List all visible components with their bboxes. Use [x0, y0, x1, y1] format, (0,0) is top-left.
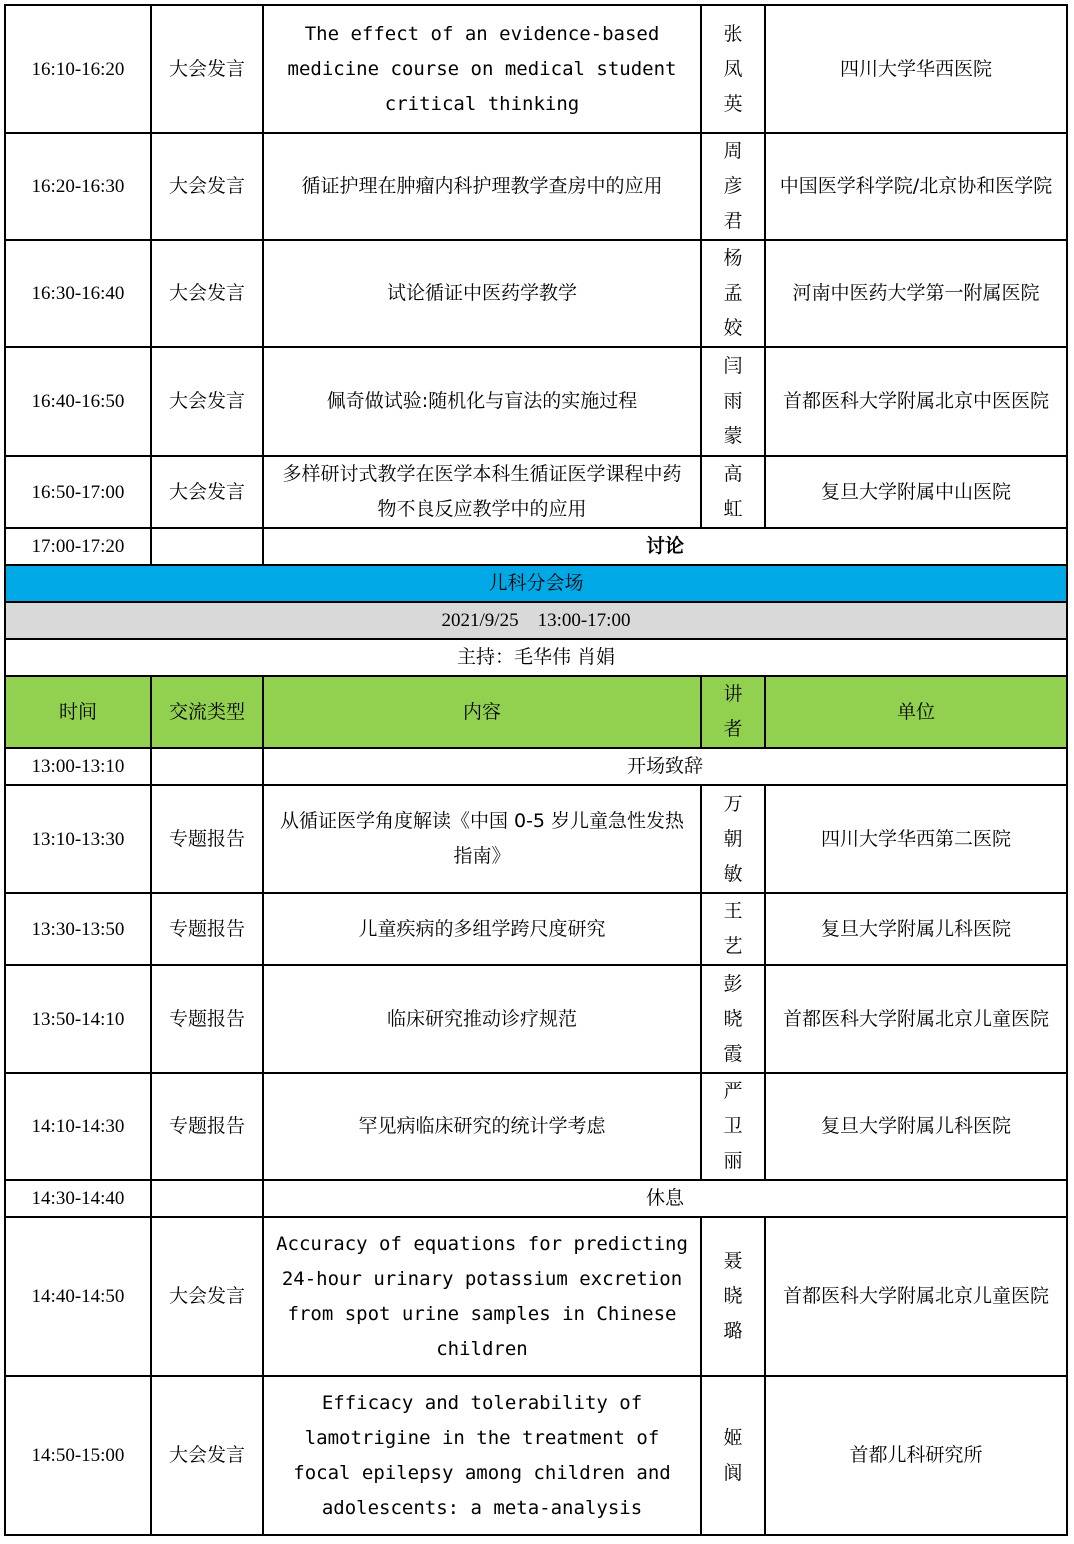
empty-cell	[151, 528, 263, 565]
discussion-row	[5, 528, 1067, 565]
speaker-cell: 闫 雨 蒙	[701, 347, 765, 456]
type-cell: 专题报告	[151, 965, 263, 1073]
time-cell: 16:50-17:00	[5, 456, 151, 528]
content-cell: The effect of an evidence-based medicine course on medical student critical thinking	[263, 5, 701, 133]
session-title-row	[5, 565, 1067, 602]
table-row	[5, 1073, 1067, 1180]
speaker-cell: 杨 孟 姣	[701, 240, 765, 347]
content-cell: 罕见病临床研究的统计学考虑	[263, 1073, 701, 1180]
unit-cell: 首都医科大学附属北京儿童医院	[765, 965, 1067, 1073]
table-row	[5, 240, 1067, 347]
header-content: 内容	[263, 676, 701, 748]
table-row	[5, 133, 1067, 240]
speaker-cell: 周 彦 君	[701, 133, 765, 240]
time-cell: 13:10-13:30	[5, 785, 151, 893]
table-row	[5, 965, 1067, 1073]
time-cell: 16:20-16:30	[5, 133, 151, 240]
speaker-cell: 王 艺	[701, 893, 765, 965]
type-cell: 专题报告	[151, 785, 263, 893]
content-cell: 临床研究推动诊疗规范	[263, 965, 701, 1073]
content-cell: Accuracy of equations for predicting 24-hour urinary potassium excretion from spot urine samples in Chinese children	[263, 1217, 701, 1376]
session-hosts: 主持：毛华伟 肖娟	[5, 639, 1067, 676]
time-cell: 13:00-13:10	[5, 748, 151, 785]
speaker-cell: 彭 晓 霞	[701, 965, 765, 1073]
header-unit: 单位	[765, 676, 1067, 748]
content-cell: 循证护理在肿瘤内科护理教学查房中的应用	[263, 133, 701, 240]
type-cell: 大会发言	[151, 133, 263, 240]
unit-cell: 复旦大学附属儿科医院	[765, 1073, 1067, 1180]
speaker-cell: 高 虹	[701, 456, 765, 528]
content-cell: 多样研讨式教学在医学本科生循证医学课程中药物不良反应教学中的应用	[263, 456, 701, 528]
table-row	[5, 893, 1067, 965]
content-cell: 试论循证中医药学教学	[263, 240, 701, 347]
speaker-cell: 聂 晓 璐	[701, 1217, 765, 1376]
unit-cell: 四川大学华西医院	[765, 5, 1067, 133]
header-type: 交流类型	[151, 676, 263, 748]
break-row	[5, 1180, 1067, 1217]
time-cell: 16:10-16:20	[5, 5, 151, 133]
table-row	[5, 456, 1067, 528]
type-cell: 专题报告	[151, 1073, 263, 1180]
table-row	[5, 5, 1067, 133]
table-row	[5, 1376, 1067, 1535]
header-row	[5, 676, 1067, 748]
type-cell: 专题报告	[151, 893, 263, 965]
unit-cell: 首都儿科研究所	[765, 1376, 1067, 1535]
time-cell: 13:30-13:50	[5, 893, 151, 965]
content-cell: 儿童疾病的多组学跨尺度研究	[263, 893, 701, 965]
speaker-cell: 姬 阆	[701, 1376, 765, 1535]
type-cell: 大会发言	[151, 456, 263, 528]
discussion-label: 讨论	[263, 528, 1067, 565]
unit-cell: 复旦大学附属儿科医院	[765, 893, 1067, 965]
header-speaker: 讲 者	[701, 676, 765, 748]
empty-cell	[151, 1180, 263, 1217]
time-cell: 14:50-15:00	[5, 1376, 151, 1535]
type-cell: 大会发言	[151, 1217, 263, 1376]
content-cell: 从循证医学角度解读《中国 0-5 岁儿童急性发热指南》	[263, 785, 701, 893]
unit-cell: 首都医科大学附属北京中医医院	[765, 347, 1067, 456]
type-cell: 大会发言	[151, 1376, 263, 1535]
type-cell: 大会发言	[151, 240, 263, 347]
type-cell: 大会发言	[151, 347, 263, 456]
speaker-cell: 严 卫 丽	[701, 1073, 765, 1180]
schedule-table	[4, 4, 1068, 1536]
opening-label: 开场致辞	[263, 748, 1067, 785]
time-cell: 16:30-16:40	[5, 240, 151, 347]
unit-cell: 河南中医药大学第一附属医院	[765, 240, 1067, 347]
time-cell: 14:10-14:30	[5, 1073, 151, 1180]
time-cell: 17:00-17:20	[5, 528, 151, 565]
session-hosts-row	[5, 639, 1067, 676]
time-cell: 13:50-14:10	[5, 965, 151, 1073]
table-row	[5, 785, 1067, 893]
unit-cell: 中国医学科学院/北京协和医学院	[765, 133, 1067, 240]
unit-cell: 四川大学华西第二医院	[765, 785, 1067, 893]
unit-cell: 复旦大学附属中山医院	[765, 456, 1067, 528]
break-label: 休息	[263, 1180, 1067, 1217]
speaker-cell: 万 朝 敏	[701, 785, 765, 893]
content-cell: Efficacy and tolerability of lamotrigine in the treatment of focal epilepsy among children and adolescents: a meta-analysis	[263, 1376, 701, 1535]
time-cell: 14:30-14:40	[5, 1180, 151, 1217]
table-row	[5, 347, 1067, 456]
speaker-cell: 张 凤 英	[701, 5, 765, 133]
time-cell: 16:40-16:50	[5, 347, 151, 456]
type-cell: 大会发言	[151, 5, 263, 133]
empty-cell	[151, 748, 263, 785]
session-title: 儿科分会场	[5, 565, 1067, 602]
session-date-row	[5, 602, 1067, 639]
time-cell: 14:40-14:50	[5, 1217, 151, 1376]
unit-cell: 首都医科大学附属北京儿童医院	[765, 1217, 1067, 1376]
session-date: 2021/9/25 13:00-17:00	[5, 602, 1067, 639]
opening-row	[5, 748, 1067, 785]
header-time: 时间	[5, 676, 151, 748]
table-row	[5, 1217, 1067, 1376]
content-cell: 佩奇做试验:随机化与盲法的实施过程	[263, 347, 701, 456]
